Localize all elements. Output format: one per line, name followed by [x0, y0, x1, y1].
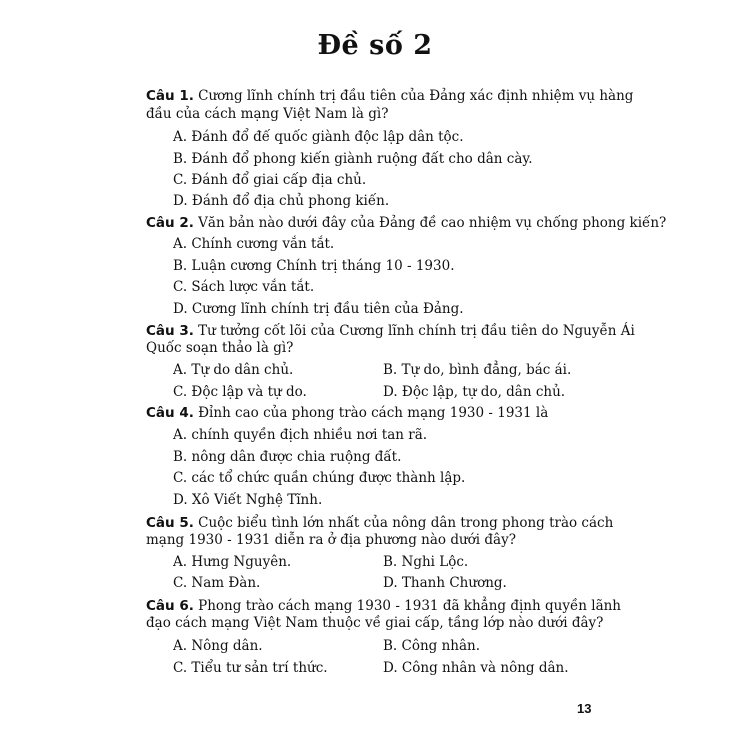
question-5-option-a: A. Hưng Nguyên. — [173, 554, 292, 570]
question-2-option-d: D. Cương lĩnh chính trị đầu tiên của Đảng. — [173, 301, 464, 317]
question-1-option-d: D. Đánh đổ địa chủ phong kiến. — [173, 193, 390, 209]
question-1-option-a: A. Đánh đổ đế quốc giành độc lập dân tộc. — [173, 129, 464, 145]
question-4-option-d: D. Xô Viết Nghệ Tĩnh. — [173, 492, 323, 508]
question-5-line-1 — [146, 515, 613, 531]
question-2-option-b: B. Luận cương Chính trị tháng 10 - 1930. — [173, 258, 455, 274]
question-2-line-1 — [146, 215, 666, 231]
question-3-option-b: B. Tự do, bình đẳng, bác ái. — [383, 362, 572, 378]
question-label: Câu 3. — [146, 323, 194, 339]
question-text: Cuộc biểu tình lớn nhất của nông dân trong phong trào cách — [198, 515, 614, 531]
question-6-line-2: đạo cách mạng Việt Nam thuộc về giai cấp, tầng lớp nào dưới đây? — [146, 615, 604, 631]
question-text: Cương lĩnh chính trị đầu tiên của Đảng xác định nhiệm vụ hàng — [198, 88, 634, 104]
question-label: Câu 5. — [146, 515, 194, 531]
question-6-option-a: A. Nông dân. — [173, 638, 263, 654]
question-6-option-c: C. Tiểu tư sản trí thức. — [173, 660, 328, 676]
question-4-option-b: B. nông dân được chia ruộng đất. — [173, 449, 402, 465]
question-label: Câu 1. — [146, 88, 194, 104]
question-3-option-c: C. Độc lập và tự do. — [173, 384, 307, 400]
question-6-line-1 — [146, 598, 621, 614]
question-4-option-c: C. các tổ chức quần chúng được thành lập. — [173, 470, 466, 486]
question-6-option-d: D. Công nhân và nông dân. — [383, 660, 569, 676]
question-text: Tư tưởng cốt lõi của Cương lĩnh chính trị đầu tiên do Nguyễn Ái — [198, 323, 635, 339]
question-1-line-2: đầu của cách mạng Việt Nam là gì? — [146, 106, 389, 122]
question-5-line-2: mạng 1930 - 1931 diễn ra ở địa phương nào dưới đây? — [146, 532, 516, 548]
question-4-line-1 — [146, 405, 548, 421]
question-text: Đỉnh cao của phong trào cách mạng 1930 - 1931 là — [198, 405, 549, 421]
question-label: Câu 6. — [146, 598, 194, 614]
question-5-option-b: B. Nghi Lộc. — [383, 554, 469, 570]
question-4-option-a: A. chính quyền địch nhiều nơi tan rã. — [173, 427, 428, 443]
question-text: Văn bản nào dưới đây của Đảng đề cao nhiệm vụ chống phong kiến? — [198, 215, 667, 231]
question-5-option-c: C. Nam Đàn. — [173, 575, 261, 591]
question-2-option-a: A. Chính cương vắn tắt. — [173, 236, 335, 252]
question-6-option-b: B. Công nhân. — [383, 638, 481, 654]
question-1-option-b: B. Đánh đổ phong kiến giành ruộng đất cho dân cày. — [173, 151, 533, 167]
page-title: Đề số 2 — [317, 30, 433, 61]
question-1-option-c: C. Đánh đổ giai cấp địa chủ. — [173, 172, 367, 188]
question-3-line-2: Quốc soạn thảo là gì? — [146, 340, 294, 356]
question-label: Câu 4. — [146, 405, 194, 421]
question-3-option-a: A. Tự do dân chủ. — [173, 362, 294, 378]
question-1-line-1 — [146, 88, 633, 104]
question-3-option-d: D. Độc lập, tự do, dân chủ. — [383, 384, 566, 400]
question-label: Câu 2. — [146, 215, 194, 231]
page-number: 13 — [577, 701, 592, 716]
question-text: Phong trào cách mạng 1930 - 1931 đã khẳng định quyền lãnh — [198, 598, 622, 614]
question-2-option-c: C. Sách lược vắn tắt. — [173, 279, 315, 295]
question-5-option-d: D. Thanh Chương. — [383, 575, 507, 591]
question-3-line-1 — [146, 323, 635, 339]
